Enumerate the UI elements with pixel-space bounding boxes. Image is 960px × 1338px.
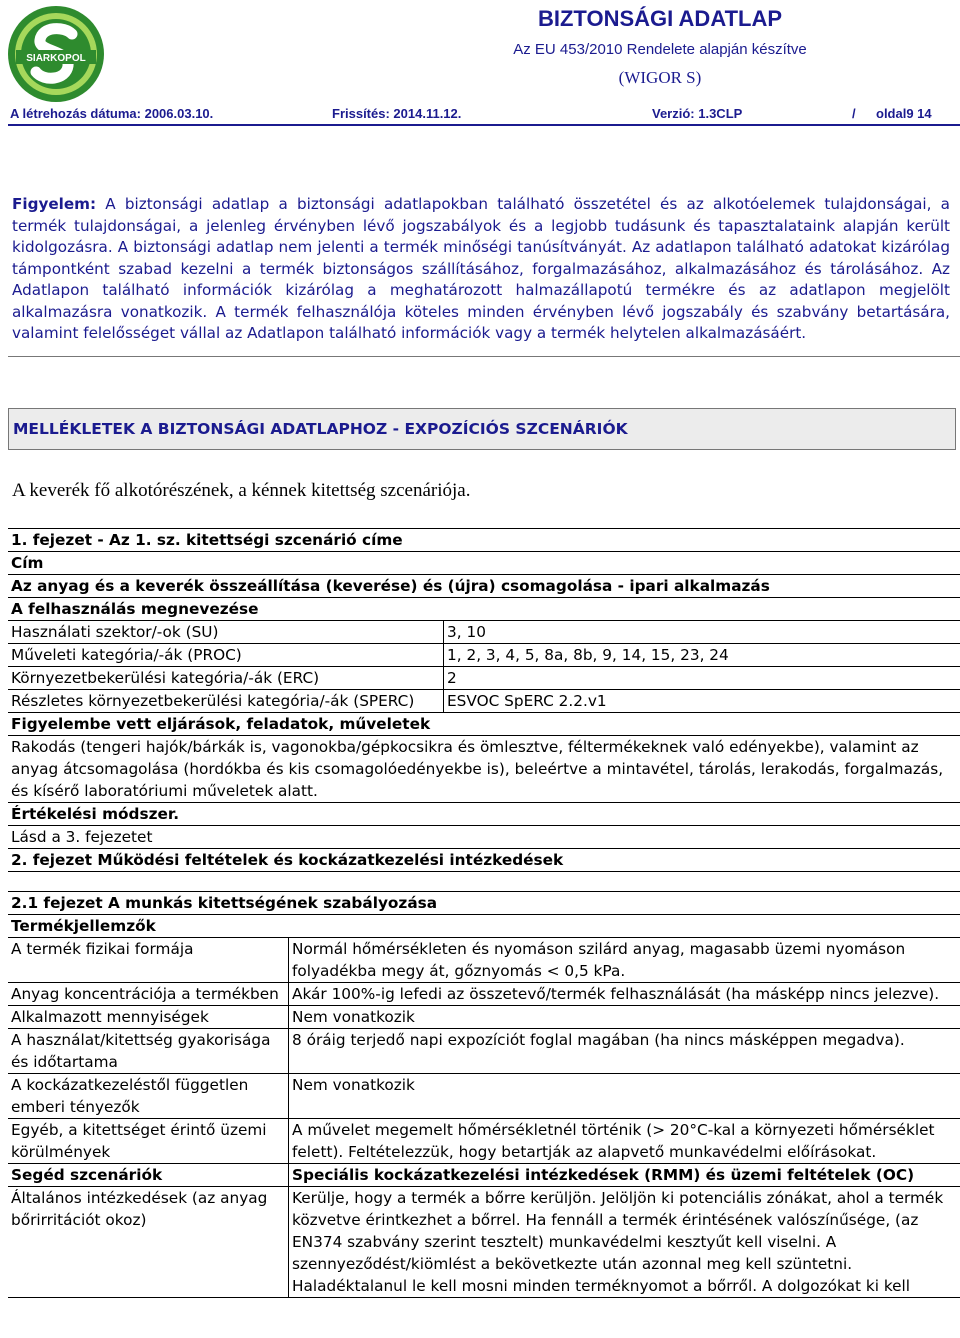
table-row bbox=[8, 552, 960, 575]
table-row bbox=[8, 575, 960, 598]
scenario-title: Az anyag és a keverék összeállítása (keverése) és (újra) csomagolása - ipari alkalmazás bbox=[11, 577, 770, 595]
section1-heading: 1. fejezet - Az 1. sz. kitettségi szcenárió címe bbox=[11, 531, 403, 549]
product-name: (WIGOR S) bbox=[618, 68, 702, 87]
table-row bbox=[8, 667, 960, 690]
table-row bbox=[8, 892, 960, 915]
row-label: A használat/kitettség gyakorisága és időtartama bbox=[8, 1029, 289, 1073]
document-meta-bar bbox=[10, 104, 954, 126]
regulation-subtitle: Az EU 453/2010 Rendelete alapján készítve bbox=[513, 41, 807, 58]
row-label: A kockázatkezeléstől független emberi tényezők bbox=[8, 1074, 289, 1118]
table-row bbox=[8, 803, 960, 826]
warning-paragraph bbox=[12, 194, 950, 345]
warning-text: A biztonsági adatlap a biztonsági adatlapokban található összetétel és az alkotóelemek tulajdonságai, a termék tulajdonságai, a jelenleg érvényben lévő jogszabályok és a legjobb tudásunk és tapasztalataink alapján került kidolgozásra. A biztonsági adatlap nem jelenti a termék minőségi tanúsítványát. Az adatlapon található adatokat kizárólag támpontként szabad kezelni a termék biztonságos szállításához, forgalmazásához, alkalmazásához és tárolásához. Az Adatlapon található információk kizárólag a meghatározott halmazállapotú termékre és az adatlapon megjelölt alkalmazásra vonatkozik. A termék felhasználója köteles minden érvényben lévő jogszabály és szabvány betartására, valamint felelősséget vállal az Adatlapon található információk vagy a termék helytelen alkalmazásáért. bbox=[12, 195, 950, 342]
row-label: Részletes környezetbekerülési kategória/-ák (SPERC) bbox=[8, 690, 444, 712]
scenario-table bbox=[8, 528, 960, 1298]
creation-date: A létrehozás dátuma: 2006.03.10. bbox=[10, 106, 214, 121]
processes-heading: Figyelembe vett eljárások, feladatok, műveletek bbox=[11, 715, 431, 733]
processes-text: Rakodás (tengeri hajók/bárkák is, vagonokba/gépkocsikra és ömlesztve, féltermékeknek való edényekbe), valamint az anyag átcsomagolása (hordókba és kis csomagolóedényekbe is), beleértve a mintavétel, tárolás, lerakodás, forgalmazás, és kísérő laboratóriumi műveletek alatt. bbox=[11, 738, 944, 800]
use-name-label: A felhasználás megnevezése bbox=[11, 600, 259, 618]
table-row bbox=[8, 690, 960, 713]
table-row bbox=[8, 1006, 960, 1029]
table-row bbox=[8, 915, 960, 938]
row-label: Alkalmazott mennyiségek bbox=[8, 1006, 289, 1028]
row-label: Anyag koncentrációja a termékben bbox=[8, 983, 289, 1005]
table-row bbox=[8, 1074, 960, 1119]
table-row bbox=[8, 1187, 960, 1298]
table-row bbox=[8, 1119, 960, 1164]
row-value: Akár 100%-ig lefedi az összetevő/termék felhasználását (ha másképp nincs jelezve). bbox=[292, 985, 940, 1003]
row-label: Műveleti kategória/-ák (PROC) bbox=[8, 644, 444, 666]
header-divider bbox=[8, 124, 960, 126]
table-row bbox=[8, 849, 960, 872]
row-value: 2 bbox=[447, 669, 457, 687]
annex-title: MELLÉKLETEK A BIZTONSÁGI ADATLAPHOZ - EXPOZÍCIÓS SZCENÁRIÓK bbox=[13, 420, 628, 438]
table-row bbox=[8, 598, 960, 621]
table-row bbox=[8, 528, 960, 552]
cim-label: Cím bbox=[11, 554, 44, 572]
row-value: A művelet megemelt hőmérsékletnél történik (> 20°C-kal a környezeti hőmérséklet felett). Feltételezzük, hogy betartják az alapvető munkavédelmi előírásokat. bbox=[292, 1121, 935, 1161]
meta-separator: / bbox=[852, 106, 856, 121]
method-heading: Értékelési módszer. bbox=[11, 805, 180, 823]
general-measures-text: Kerülje, hogy a termék a bőrre kerüljön. Jelöljön ki potenciális zónákat, ahol a termék közvetve érintkezhet a bőrrel. Ha fennáll a termék érintésének valószínűsége, (az EN374 szabvány szerint tesztelt) munkavédelmi kesztyűt kell viselni. A szennyeződést/kiömlést a bekövetkezte után azonnal meg kell szüntetni. Haladéktalanul le kell mosni minden terméknyomot a bőrről. A dolgozókat ki kell bbox=[292, 1189, 944, 1295]
svg-text:SIARKOPOL: SIARKOPOL bbox=[26, 53, 86, 64]
support-scenarios-heading: Segéd szcenáriók bbox=[8, 1164, 289, 1186]
table-row bbox=[8, 621, 960, 644]
special-rmm-heading: Speciális kockázatkezelési intézkedések (RMM) és üzemi feltételek (OC) bbox=[292, 1166, 915, 1184]
row-value: 1, 2, 3, 4, 5, 8a, 8b, 9, 14, 15, 23, 24 bbox=[447, 646, 729, 664]
document-title: BIZTONSÁGI ADATLAP bbox=[537, 6, 783, 31]
row-value: ESVOC SpERC 2.2.v1 bbox=[447, 692, 607, 710]
warning-divider bbox=[8, 356, 960, 357]
annex-subtitle: A keverék fő alkotórészének, a kénnek kitettség szcenáriója. bbox=[12, 480, 471, 501]
warning-lead: Figyelem: bbox=[12, 195, 97, 213]
row-value: Nem vonatkozik bbox=[292, 1008, 415, 1026]
method-text: Lásd a 3. fejezetet bbox=[11, 828, 153, 846]
row-value: Nem vonatkozik bbox=[292, 1076, 415, 1094]
characteristics-label: Termékjellemzők bbox=[11, 917, 156, 935]
table-row bbox=[8, 1164, 960, 1187]
table-row bbox=[8, 736, 960, 803]
row-label: Környezetbekerülési kategória/-ák (ERC) bbox=[8, 667, 444, 689]
row-label: A termék fizikai formája bbox=[8, 938, 289, 982]
table-row bbox=[8, 826, 960, 849]
version: Verzió: 1.3CLP bbox=[652, 106, 743, 121]
update-date: Frissítés: 2014.11.12. bbox=[332, 106, 462, 121]
siarkopol-logo bbox=[6, 4, 106, 104]
general-measures-label: Általános intézkedések (az anyag bőrirritációt okoz) bbox=[8, 1187, 289, 1297]
table-row bbox=[8, 713, 960, 736]
table-row bbox=[8, 938, 960, 983]
table-spacer bbox=[8, 872, 960, 892]
annex-title-box bbox=[8, 408, 956, 450]
section21-heading: 2.1 fejezet A munkás kitettségének szabályozása bbox=[11, 894, 438, 912]
row-value: 8 óráig terjedő napi expozíciót foglal magában (ha nincs másképpen megadva). bbox=[292, 1031, 905, 1049]
section2-heading: 2. fejezet Működési feltételek és kockázatkezelési intézkedések bbox=[11, 851, 564, 869]
page-number: oldal9 14 bbox=[876, 106, 932, 121]
row-value: Normál hőmérsékleten és nyomáson szilárd anyag, magasabb üzemi nyomáson folyadékba megy át, gőznyomás < 0,5 kPa. bbox=[292, 940, 906, 980]
table-row bbox=[8, 644, 960, 667]
row-label: Egyéb, a kitettséget érintő üzemi körülmények bbox=[8, 1119, 289, 1163]
row-value: 3, 10 bbox=[447, 623, 486, 641]
table-row bbox=[8, 983, 960, 1006]
table-row bbox=[8, 1029, 960, 1074]
row-label: Használati szektor/-ok (SU) bbox=[8, 621, 444, 643]
